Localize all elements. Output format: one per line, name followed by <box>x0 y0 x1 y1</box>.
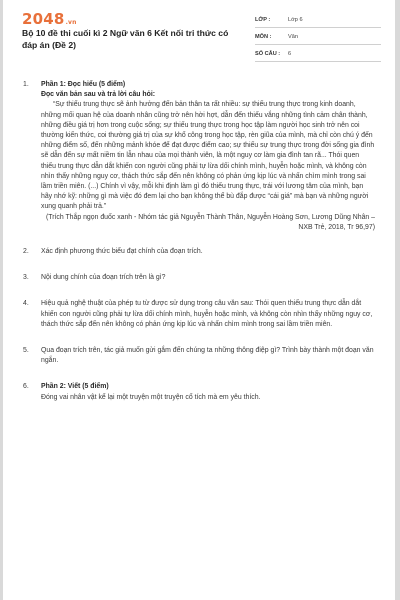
logo-suffix: .vn <box>65 19 77 26</box>
meta-label: LỚP : <box>255 17 271 23</box>
question-2 <box>23 247 375 257</box>
meta-label: SỐ CÂU : <box>255 51 281 57</box>
question-text: Hiệu quả nghệ thuật của phép tu từ được sử dụng trong câu văn sau: Thói quen thiếu trung thực dẫn dắt khiến con người cũng phải tự lừa dối chính mình, huyễn hoặc mình, và không còn nhìn thấy những nguy cơ, thách thức sắp đến nên không có phản ứng kịp lúc và nhấn chìm mình trong sai lầm triền miên. <box>41 300 373 328</box>
question-3 <box>23 273 375 283</box>
question-number: 1. <box>23 81 29 88</box>
question-instruction: Đọc văn bản sau và trả lời câu hỏi: <box>41 91 156 99</box>
exam-content <box>23 80 375 403</box>
meta-row-subject <box>255 31 381 45</box>
question-6 <box>23 382 375 402</box>
meta-label: MÔN : <box>255 34 272 40</box>
logo-text: 2048 <box>22 10 65 28</box>
question-number: 3. <box>23 274 29 282</box>
question-text: Xác định phương thức biểu đạt chính của đoạn trích. <box>41 248 203 256</box>
question-number: 4. <box>23 300 29 308</box>
question-1 <box>23 80 375 233</box>
meta-value: 6 <box>288 51 292 57</box>
question-number: 5. <box>23 347 29 355</box>
question-text: Đóng vai nhân vật kể lại một truyện một truyện cổ tích mà em yêu thích. <box>41 393 261 401</box>
site-logo[interactable] <box>22 10 77 28</box>
question-number: 6. <box>23 383 29 391</box>
section-heading: Phần 2: Viết (5 điểm) <box>41 383 109 391</box>
question-text: Nội dung chính của đoạn trích trên là gì? <box>41 274 166 282</box>
question-5 <box>23 346 375 366</box>
question-number: 2. <box>23 248 29 256</box>
meta-value: Lớp 6 <box>288 17 303 23</box>
question-4 <box>23 299 375 330</box>
reading-passage: “Sự thiếu trung thực sẽ ảnh hưởng đến bản thân ta rất nhiều: sự thiếu trung thực trong kinh doanh, những mối quan hệ của doanh nhân cũng trở nên hời hợt, dẫn đến thiếu vắng những tình cảm chân thành, những điều giá trị hơn trong cuộc sống; sự thiếu trung thực trong học tập làm người học sinh trở nên coi thường kiến thức, coi thường giá trị của sự khổ công trong học tập, rèn giũa của mình, mà chỉ còn chú ý đến những điểm số, đến những mảnh khóe để đạt được điểm cao; sự thiếu sự trung thực trong đời sống gia đình sẽ dẫn đến sự mất niềm tin lẫn nhau của mọi thành viên, là một nguy cơ làm gia đình tan rã... Thói quen thiếu trung thực dẫn dắt khiến con người cũng phải tự lừa dối chính mình, huyễn hoặc mình, và không còn nhìn thấy những nguy cơ, thách thức sắp đến nên không có phản ứng kịp lúc và nhấn chìm mình trong sai lầm triền miên. (...) Chính vì vậy, mỗi khi định làm gì đó thiếu trung thực, trái với lương tâm của mình, bạn hãy nhớ kỹ: những gì mà việc đó đem lại cho bạn không thể bù đắp được “cái giá” mà bạn và những người xung quanh phải trả.” <box>41 101 375 211</box>
meta-row-grade <box>255 14 381 28</box>
meta-row-question-count <box>255 48 381 62</box>
section-heading: Phần 1: Đọc hiểu (5 điểm) <box>41 81 126 88</box>
meta-table <box>255 14 381 65</box>
passage-source: (Trích Thắp ngọn đuốc xanh - Nhóm tác giả Nguyễn Thành Thân, Nguyễn Hoàng Sơn, Lương Dũng Nhân – NXB Trẻ, 2018, Tr 96,97) <box>45 213 375 231</box>
meta-value: Văn <box>288 34 298 40</box>
document-page <box>3 0 395 600</box>
document-title: Bộ 10 đề thi cuối kì 2 Ngữ văn 6 Kết nối tri thức có đáp án (Đề 2) <box>22 28 229 50</box>
question-text: Qua đoạn trích trên, tác giả muốn gửi gắm đến chúng ta những thông điệp gì? Trình bày thành một đoạn văn ngắn. <box>41 347 374 365</box>
